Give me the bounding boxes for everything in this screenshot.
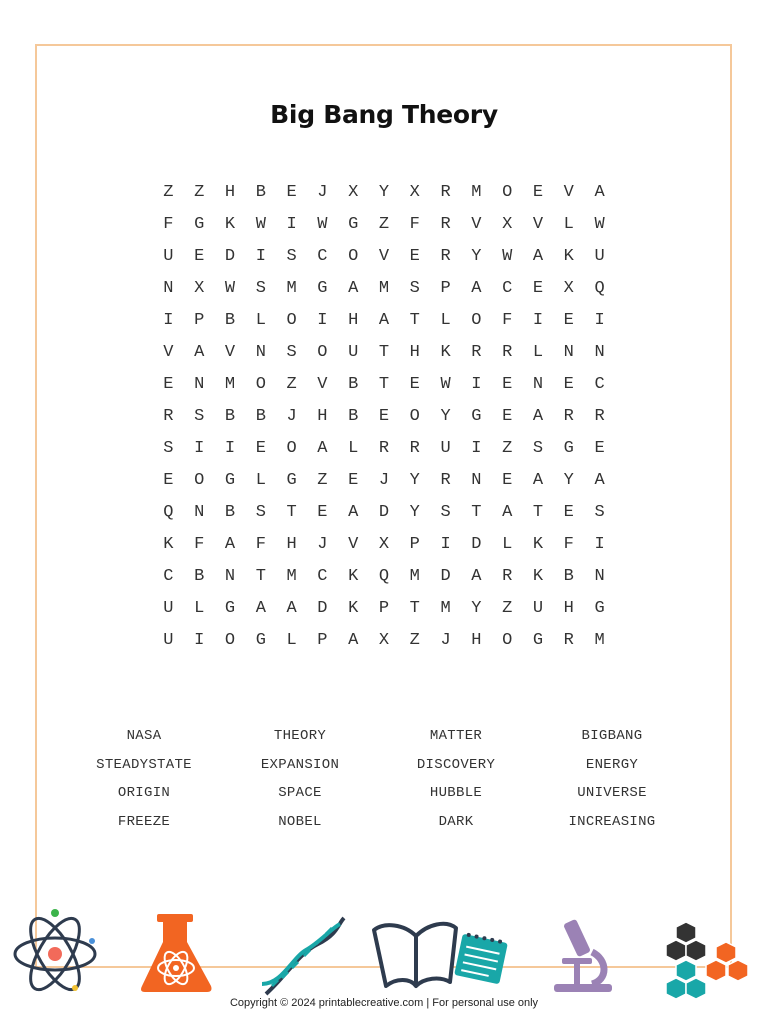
word-list-item: NASA [126, 728, 162, 744]
grid-letter: A [224, 535, 236, 554]
grid-letter: R [440, 183, 451, 202]
grid-letter: N [163, 279, 174, 298]
grid-letter: L [194, 599, 205, 618]
grid-letter: L [440, 311, 451, 330]
grid-letter: S [286, 247, 297, 266]
grid-letter: K [224, 215, 236, 234]
grid-letter: W [317, 215, 328, 234]
grid-letter: A [378, 311, 390, 330]
grid-letter: R [563, 407, 574, 426]
grid-letter: A [532, 247, 544, 266]
grid-letter: G [317, 279, 328, 298]
grid-letter: F [255, 535, 266, 554]
grid-letter: N [255, 343, 266, 362]
grid-letter: L [286, 631, 297, 650]
grid-letter: K [532, 535, 544, 554]
grid-letter: R [440, 215, 451, 234]
grid-letter: J [317, 183, 328, 202]
grid-letter: K [440, 343, 451, 362]
grid-letter: C [594, 375, 605, 394]
grid-letter: I [594, 535, 605, 554]
grid-letter: F [502, 311, 513, 330]
grid-letter: M [409, 567, 420, 586]
grid-letter: K [348, 599, 359, 618]
grid-letter: I [471, 375, 482, 394]
grid-letter: N [532, 375, 544, 394]
grid-letter: O [502, 183, 513, 202]
grid-letter: U [532, 599, 544, 618]
grid-letter: R [594, 407, 605, 426]
grid-letter: B [224, 407, 236, 426]
grid-letter: S [163, 439, 174, 458]
grid-letter: F [163, 215, 174, 234]
grid-letter: K [163, 535, 174, 554]
grid-letter: Z [317, 471, 328, 490]
grid-letter: T [378, 343, 390, 362]
grid-letter: N [563, 343, 574, 362]
grid-letter: E [194, 247, 205, 266]
grid-letter: U [163, 247, 174, 266]
grid-letter: O [286, 311, 297, 330]
grid-letter: A [348, 279, 359, 298]
grid-letter: Y [440, 407, 451, 426]
grid-letter: U [163, 599, 174, 618]
grid-letter: P [409, 535, 420, 554]
grid-letter: R [378, 439, 390, 458]
grid-letter: E [409, 375, 420, 394]
grid-letter: Y [378, 183, 390, 202]
grid-letter: G [563, 439, 574, 458]
word-list-item: UNIVERSE [577, 785, 647, 802]
word-list-item: MATTER [429, 728, 483, 744]
grid-letter: T [409, 599, 420, 618]
grid-letter: I [286, 215, 297, 234]
word-list-item: ORIGIN [117, 785, 171, 802]
grid-letter: L [348, 439, 359, 458]
grid-letter: I [255, 247, 266, 266]
grid-letter: E [378, 407, 390, 426]
grid-letter: E [563, 503, 574, 522]
grid-letter: E [532, 279, 544, 298]
grid-letter: T [471, 503, 482, 522]
grid-letter: G [348, 215, 359, 234]
grid-letter: E [348, 471, 359, 490]
page-title: Big Bang Theory [270, 100, 498, 129]
grid-letter: D [378, 503, 390, 522]
grid-letter: S [440, 503, 451, 522]
grid-letter: E [594, 439, 605, 458]
grid-letter: D [317, 599, 328, 618]
grid-letter: A [532, 407, 544, 426]
grid-letter: N [594, 343, 605, 362]
grid-letter: Q [594, 279, 605, 298]
grid-letter: A [471, 567, 482, 586]
grid-letter: V [163, 343, 174, 362]
grid-letter: E [163, 471, 174, 490]
grid-letter: K [563, 247, 574, 266]
grid-letter: X [409, 183, 420, 202]
grid-letter: O [255, 375, 266, 394]
grid-letter: N [594, 567, 605, 586]
grid-letter: G [224, 599, 236, 618]
grid-letter: E [532, 183, 544, 202]
word-list-item: NOBEL [278, 814, 322, 831]
grid-letter: J [440, 631, 451, 650]
grid-letter: E [409, 247, 420, 266]
grid-letter: N [471, 471, 482, 490]
grid-letter: Y [409, 503, 420, 522]
grid-letter: A [348, 631, 359, 650]
grid-letter: T [286, 503, 297, 522]
grid-letter: V [378, 247, 390, 266]
grid-letter: V [224, 343, 236, 362]
grid-letter: H [563, 599, 574, 618]
grid-letter: M [286, 279, 297, 298]
word-list-item: THEORY [273, 728, 327, 744]
grid-letter: I [440, 535, 451, 554]
grid-letter: E [286, 183, 297, 202]
grid-letter: N [224, 567, 236, 586]
grid-letter: H [409, 343, 420, 362]
grid-letter: M [224, 375, 236, 394]
grid-letter: Z [378, 215, 390, 234]
grid-letter: L [532, 343, 544, 362]
grid-letter: M [471, 183, 482, 202]
grid-letter: R [163, 407, 174, 426]
grid-letter: R [440, 247, 451, 266]
grid-letter: A [348, 503, 359, 522]
word-list-item: STEADYSTATE [96, 756, 192, 773]
grid-letter: J [286, 407, 297, 426]
grid-letter: G [532, 631, 544, 650]
grid-letter: E [502, 375, 513, 394]
grid-letter: Z [163, 183, 174, 202]
grid-letter: Z [409, 631, 420, 650]
grid-letter: C [317, 567, 328, 586]
grid-letter: T [255, 567, 266, 586]
grid-letter: T [378, 375, 390, 394]
grid-letter: A [532, 471, 544, 490]
grid-letter: U [348, 343, 359, 362]
grid-letter: B [194, 567, 205, 586]
grid-letter: E [563, 375, 574, 394]
grid-letter: K [532, 567, 544, 586]
grid-letter: C [163, 567, 174, 586]
grid-letter: W [440, 375, 451, 394]
word-list-item: DARK [438, 814, 474, 831]
grid-letter: W [224, 279, 236, 298]
grid-letter: P [317, 631, 328, 650]
grid-letter: Y [471, 599, 482, 618]
grid-letter: Q [163, 503, 174, 522]
word-list-item: BIGBANG [581, 728, 643, 744]
grid-letter: R [409, 439, 420, 458]
grid-letter: B [255, 183, 266, 202]
word-list-item: HUBBLE [429, 785, 483, 802]
grid-letter: X [563, 279, 574, 298]
grid-letter: J [317, 535, 328, 554]
grid-letter: F [194, 535, 205, 554]
grid-letter: S [255, 279, 266, 298]
grid-letter: A [594, 183, 605, 202]
grid-letter: E [255, 439, 266, 458]
grid-letter: V [563, 183, 574, 202]
book-icon [370, 916, 462, 992]
grid-letter: P [440, 279, 451, 298]
grid-letter: W [255, 215, 266, 234]
grid-letter: O [194, 471, 205, 490]
grid-letter: L [255, 311, 266, 330]
grid-letter: S [409, 279, 420, 298]
grid-letter: O [224, 631, 236, 650]
grid-letter: B [348, 407, 359, 426]
grid-letter: A [194, 343, 205, 362]
grid-letter: D [471, 535, 482, 554]
grid-letter: V [471, 215, 482, 234]
grid-letter: C [502, 279, 513, 298]
grid-letter: H [317, 407, 328, 426]
grid-letter: O [502, 631, 513, 650]
grid-letter: A [471, 279, 482, 298]
grid-letter: S [594, 503, 605, 522]
grid-letter: I [163, 311, 174, 330]
grid-letter: B [348, 375, 359, 394]
grid-letter: A [255, 599, 266, 618]
grid-letter: B [224, 311, 236, 330]
grid-letter: X [194, 279, 205, 298]
grid-letter: I [194, 631, 205, 650]
grid-letter: H [224, 183, 236, 202]
grid-letter: S [532, 439, 544, 458]
grid-letter: O [409, 407, 420, 426]
grid-letter: O [471, 311, 482, 330]
grid-letter: V [348, 535, 359, 554]
grid-letter: H [286, 535, 297, 554]
flask-icon [137, 912, 217, 994]
grid-letter: A [502, 503, 513, 522]
grid-letter: E [163, 375, 174, 394]
grid-letter: B [563, 567, 574, 586]
word-list-item: EXPANSION [260, 756, 340, 773]
atom-icon [12, 908, 98, 1004]
grid-letter: A [317, 439, 328, 458]
grid-letter: W [594, 215, 605, 234]
grid-letter: B [255, 407, 266, 426]
grid-letter: I [224, 439, 236, 458]
grid-letter: Y [563, 471, 574, 490]
grid-letter: D [224, 247, 236, 266]
grid-letter: A [286, 599, 297, 618]
grid-letter: Z [502, 439, 513, 458]
grid-letter: M [440, 599, 451, 618]
grid-letter: G [194, 215, 205, 234]
grid-letter: Y [471, 247, 482, 266]
grid-letter: V [532, 215, 544, 234]
grid-letter: T [532, 503, 544, 522]
grid-letter: J [378, 471, 390, 490]
grid-letter: F [409, 215, 420, 234]
grid-letter: G [255, 631, 266, 650]
grid-letter: K [348, 567, 359, 586]
hexagon-molecule-icon [664, 920, 756, 1006]
grid-letter: R [440, 471, 451, 490]
dna-icon [258, 914, 348, 998]
icon-strip [0, 900, 768, 1005]
grid-letter: E [502, 407, 513, 426]
letter-grid [153, 177, 615, 657]
grid-letter: M [594, 631, 605, 650]
grid-letter: U [594, 247, 605, 266]
grid-letter: X [502, 215, 513, 234]
grid-letter: L [563, 215, 574, 234]
grid-letter: E [502, 471, 513, 490]
grid-letter: S [286, 343, 297, 362]
grid-letter: E [317, 503, 328, 522]
grid-letter: T [409, 311, 420, 330]
grid-letter: I [317, 311, 328, 330]
grid-letter: P [378, 599, 390, 618]
grid-letter: P [194, 311, 205, 330]
grid-letter: S [194, 407, 205, 426]
word-list-item: FREEZE [117, 814, 171, 831]
grid-letter: Z [502, 599, 513, 618]
grid-letter: G [594, 599, 605, 618]
grid-letter: G [224, 471, 236, 490]
grid-letter: C [317, 247, 328, 266]
word-list-item: DISCOVERY [416, 756, 496, 773]
grid-letter: Y [409, 471, 420, 490]
microscope-icon [548, 916, 618, 996]
grid-letter: N [194, 503, 205, 522]
grid-letter: M [378, 279, 390, 298]
grid-letter: S [255, 503, 266, 522]
grid-letter: M [286, 567, 297, 586]
grid-letter: N [194, 375, 205, 394]
grid-letter: I [594, 311, 605, 330]
grid-letter: O [348, 247, 359, 266]
grid-letter: B [224, 503, 236, 522]
grid-letter: X [378, 631, 390, 650]
grid-letter: A [594, 471, 605, 490]
copyright-text: Copyright © 2024 printablecreative.com | For personal use only [229, 997, 539, 1009]
word-list-item: ENERGY [585, 756, 639, 773]
grid-letter: L [502, 535, 513, 554]
grid-letter: U [440, 439, 451, 458]
grid-letter: Q [378, 567, 390, 586]
grid-letter: R [563, 631, 574, 650]
grid-letter: I [194, 439, 205, 458]
grid-letter: R [502, 567, 513, 586]
grid-letter: H [471, 631, 482, 650]
grid-letter: R [471, 343, 482, 362]
grid-letter: R [502, 343, 513, 362]
grid-letter: O [286, 439, 297, 458]
grid-letter: I [471, 439, 482, 458]
grid-letter: D [440, 567, 451, 586]
word-list [66, 728, 690, 843]
grid-letter: Z [286, 375, 297, 394]
grid-letter: I [532, 311, 544, 330]
grid-letter: G [471, 407, 482, 426]
grid-letter: H [348, 311, 359, 330]
word-list-item: SPACE [278, 785, 322, 802]
notepad-icon [452, 930, 510, 988]
grid-letter: O [317, 343, 328, 362]
grid-letter: G [286, 471, 297, 490]
grid-letter: W [502, 247, 513, 266]
grid-letter: Z [194, 183, 205, 202]
grid-letter: V [317, 375, 328, 394]
grid-letter: X [348, 183, 359, 202]
grid-letter: L [255, 471, 266, 490]
grid-letter: X [378, 535, 390, 554]
grid-letter: U [163, 631, 174, 650]
grid-letter: F [563, 535, 574, 554]
grid-letter: E [563, 311, 574, 330]
word-list-item: INCREASING [568, 814, 656, 831]
